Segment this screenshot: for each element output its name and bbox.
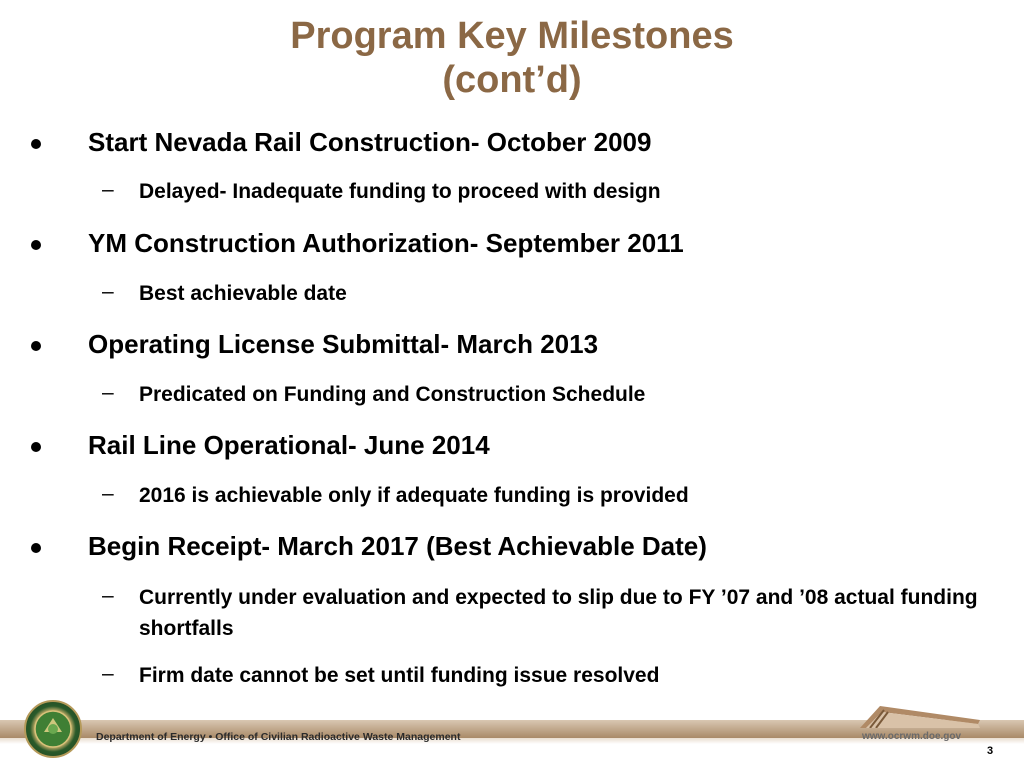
title-line-2: (cont’d) bbox=[442, 59, 582, 101]
milestone-item: Operating License Submittal- March 2013 bbox=[88, 329, 599, 359]
doe-seal-icon bbox=[24, 700, 82, 758]
footer-department-text: Department of Energy • Office of Civilian Radioactive Waste Management bbox=[96, 731, 461, 743]
milestone-item: YM Construction Authorization- September 2011 bbox=[88, 228, 684, 258]
bullet-icon bbox=[31, 341, 41, 351]
dash-icon: – bbox=[102, 381, 114, 404]
milestone-note: Firm date cannot be set until funding issue resolved bbox=[139, 664, 660, 687]
dash-icon: – bbox=[102, 662, 114, 685]
page-number: 3 bbox=[987, 745, 994, 757]
milestone-note: Predicated on Funding and Construction Schedule bbox=[139, 383, 646, 406]
dash-icon: – bbox=[102, 280, 114, 303]
milestone-item: Start Nevada Rail Construction- October 2009 bbox=[88, 127, 652, 157]
bullet-icon bbox=[31, 139, 41, 149]
bullet-icon bbox=[31, 442, 41, 452]
milestone-note: 2016 is achievable only if adequate funding is provided bbox=[139, 484, 689, 507]
title-line-1: Program Key Milestones bbox=[290, 15, 734, 57]
dash-icon: – bbox=[102, 584, 114, 607]
milestone-item: Begin Receipt- March 2017 (Best Achievable Date) bbox=[88, 531, 707, 561]
milestone-note: Best achievable date bbox=[139, 282, 347, 305]
dash-icon: – bbox=[102, 178, 114, 201]
dash-icon: – bbox=[102, 482, 114, 505]
ocrwm-rail-logo-icon bbox=[860, 698, 980, 728]
bullet-icon bbox=[31, 240, 41, 250]
milestone-item: Rail Line Operational- June 2014 bbox=[88, 430, 490, 460]
milestone-note: Currently under evaluation and expected to slip due to FY ’07 and ’08 actual funding shortfalls bbox=[139, 586, 978, 640]
milestone-note: Delayed- Inadequate funding to proceed with design bbox=[139, 180, 661, 203]
bullet-icon bbox=[31, 543, 41, 553]
footer-url: www.ocrwm.doe.gov bbox=[862, 731, 962, 742]
